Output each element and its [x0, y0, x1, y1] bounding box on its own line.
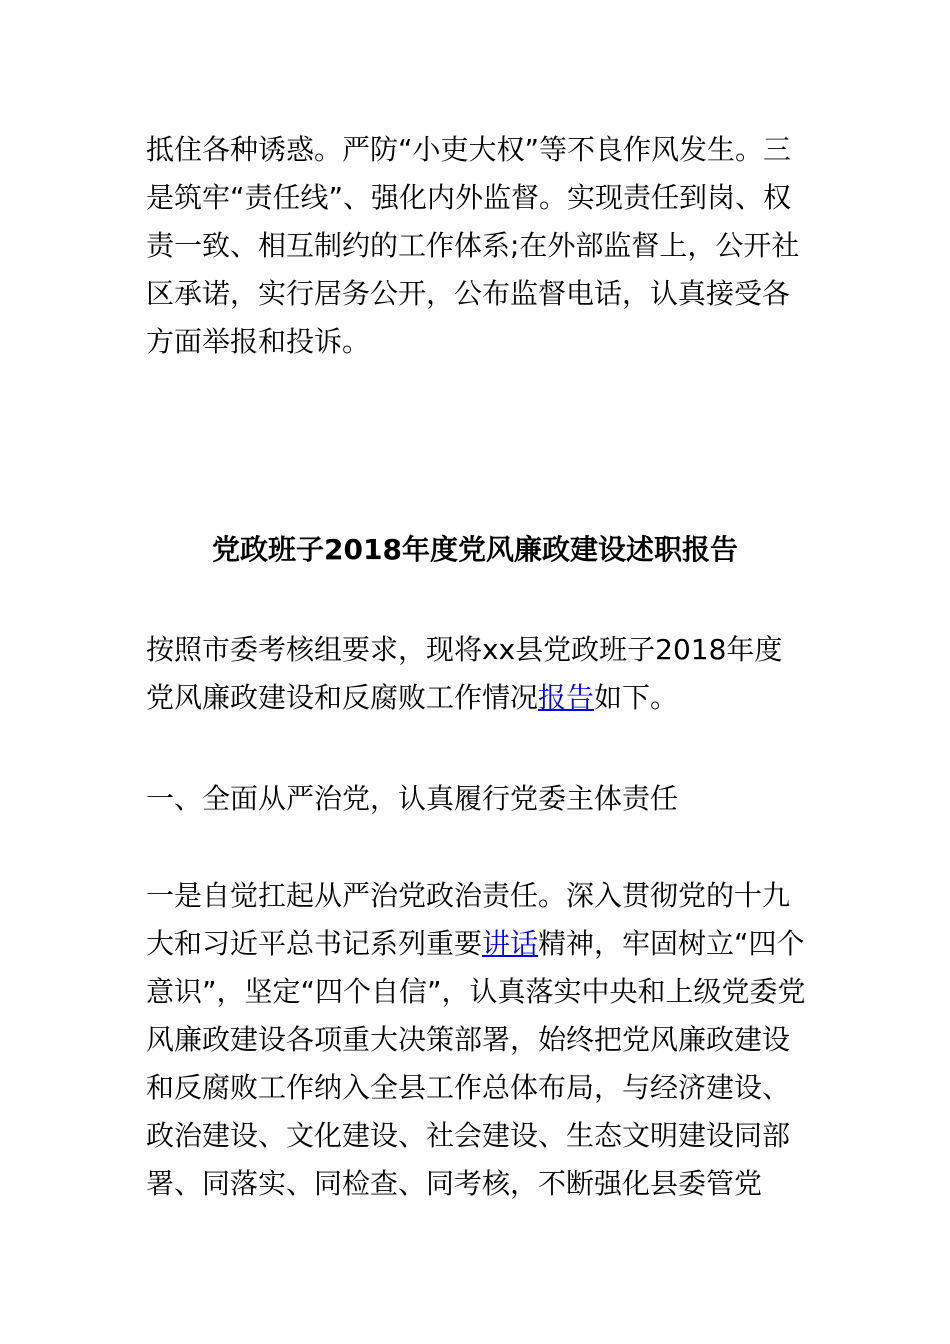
report-link[interactable]: 报告	[538, 681, 595, 714]
paragraph-2	[146, 626, 810, 722]
paragraph-1	[146, 126, 810, 366]
paragraph-3	[146, 872, 810, 1208]
paragraph-2-text-after: 如下。	[594, 681, 679, 714]
paragraph-3-text-before: 一是自觉扛起从严治党政治责任。深入贯彻党的十九大和习近平总书记系列重要	[146, 879, 791, 960]
paragraph-2-text-before: 按照市委考核组要求，现将xx县党政班子2018年度党风廉政建设和反腐败工作情况	[146, 633, 783, 714]
document-title: 党政班子2018年度党风廉政建设述职报告	[212, 533, 738, 566]
paragraph-3-text-after: 精神，牢固树立“四个意识”，坚定“四个自信”，认真落实中央和上级党委党风廉政建设各项重大决策部署，始终把党风廉政建设和反腐败工作纳入全县工作总体布局，与经济建设、政治建设、文化建设、社会建设、生态文明建设同部署、同落实、同检查、同考核，不断强化县委管党	[146, 927, 806, 1200]
speech-link[interactable]: 讲话	[482, 927, 539, 960]
section-heading-1: 一、全面从严治党，认真履行党委主体责任	[146, 782, 679, 815]
paragraph-1-text: 抵住各种诱惑。严防“小吏大权”等不良作风发生。三是筑牢“责任线”、强化内外监督。实现责任到岗、权责一致、相互制约的工作体系;在外部监督上，公开社区承诺，实行居务公开，公布监督电话，认真接受各方面举报和投诉。	[146, 133, 800, 358]
